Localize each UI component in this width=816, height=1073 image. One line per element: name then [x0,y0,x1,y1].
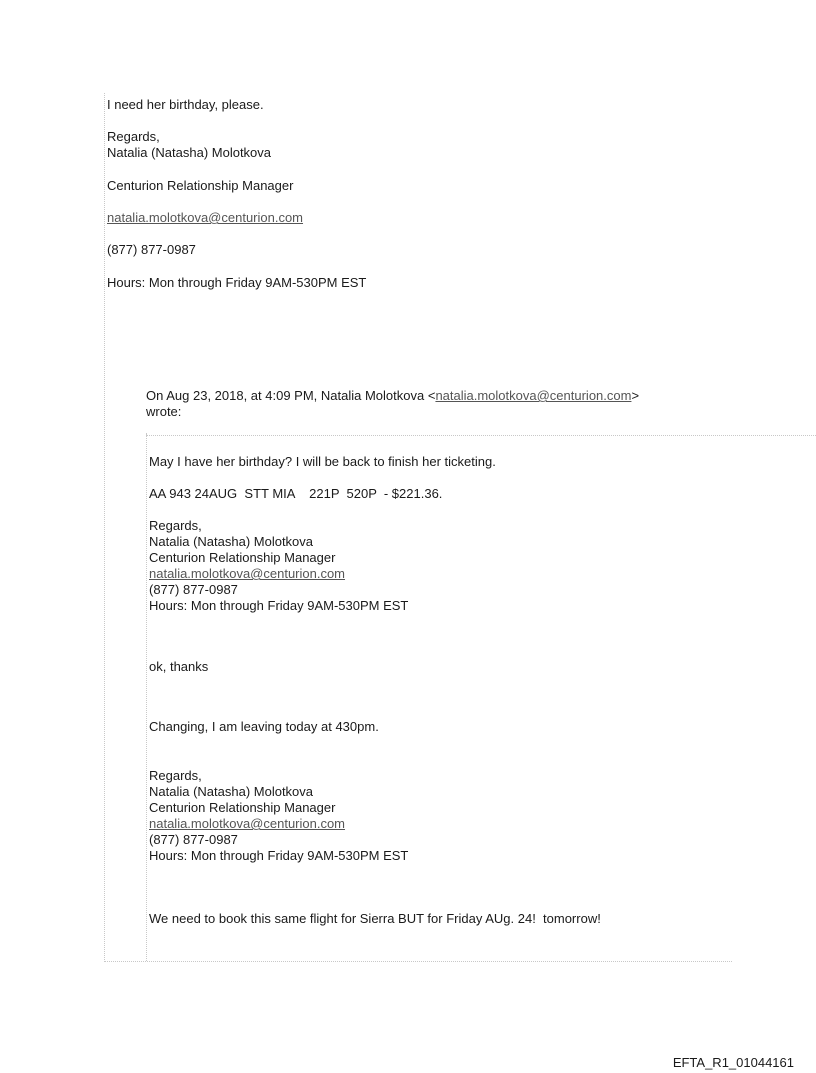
quoted-signature-2-hours: Hours: Mon through Friday 9AM-530PM EST [149,848,409,863]
ok-thanks-text: ok, thanks [149,659,209,674]
signature-title: Centurion Relationship Manager [107,178,294,193]
quoted-signature-2-title: Centurion Relationship Manager [149,800,336,815]
document-id: EFTA_R1_01044161 [672,1055,794,1070]
signature-regards: Regards, [107,129,160,144]
signature-email-row [107,210,303,226]
quoted-signature-2-name: Natalia (Natasha) Molotkova [149,784,314,799]
birthday-request-text: May I have her birthday? I will be back to finish her ticketing. [149,454,496,469]
changing-text: Changing, I am leaving today at 430pm. [149,719,379,734]
signature-phone: (877) 877-0987 [107,242,196,257]
quote-header-email-link[interactable]: natalia.molotkova@centurion.com [435,388,632,403]
book-request-text: We need to book this same flight for Sierra BUT for Friday AUg. 24! tomorrow! [149,911,601,926]
quoted-signature-1-phone: (877) 877-0987 [149,582,238,597]
quoted-signature-1-email-link[interactable]: natalia.molotkova@centurion.com [149,566,346,581]
inner-quote-border [146,433,148,961]
signature-hours: Hours: Mon through Friday 9AM-530PM EST [107,275,367,290]
quoted-signature-2-email-link[interactable]: natalia.molotkova@centurion.com [149,816,346,831]
quoted-signature-2-regards: Regards, [149,768,202,783]
signature-name: Natalia (Natasha) Molotkova [107,145,272,160]
quote-header-wrote: wrote: [146,404,182,419]
quote-header [146,388,639,404]
quoted-signature-1-title: Centurion Relationship Manager [149,550,336,565]
quote-header-suffix: > [631,388,640,403]
quoted-signature-2-phone: (877) 877-0987 [149,832,238,847]
outer-quote-border [104,93,106,962]
flight-itinerary: AA 943 24AUG STT MIA 221P 520P - $221.36. [149,486,443,501]
quoted-signature-1-email-row [149,566,345,582]
signature-email-link[interactable]: natalia.molotkova@centurion.com [107,210,304,225]
outer-quote-bottom-border [104,961,732,962]
inner-quote-top-border [146,435,816,436]
quoted-signature-1-name: Natalia (Natasha) Molotkova [149,534,314,549]
quoted-signature-1-hours: Hours: Mon through Friday 9AM-530PM EST [149,598,409,613]
quoted-signature-1-regards: Regards, [149,518,202,533]
request-text: I need her birthday, please. [107,97,264,112]
quote-header-prefix: On Aug 23, 2018, at 4:09 PM, Natalia Molotkova < [146,388,436,403]
quoted-signature-2-email-row [149,816,345,832]
